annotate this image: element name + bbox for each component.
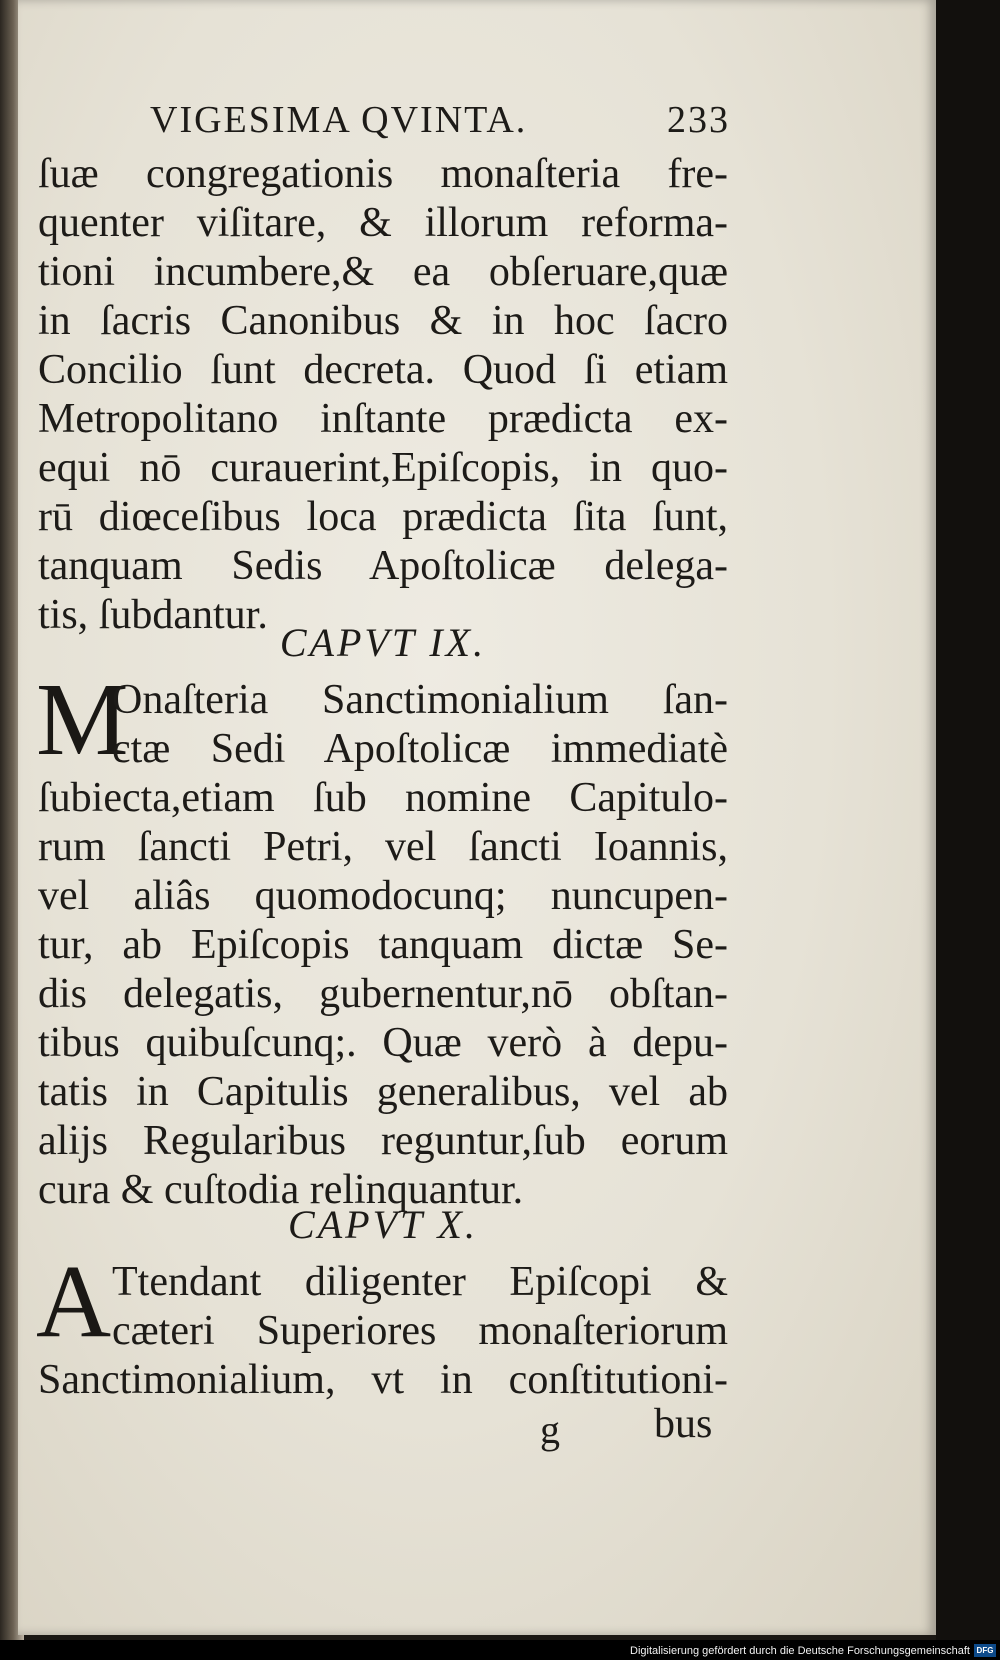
text-line: ctæ Sedi Apoſtolicæ immediatè: [112, 726, 728, 772]
text-line: cæteri Superiores monaſteriorum: [112, 1308, 728, 1354]
dfg-logo: DFG: [974, 1644, 996, 1657]
text-line: Metropolitano inſtante prædicta ex-: [38, 396, 728, 442]
text-line: dis delegatis, gubernentur,nō obſtan-: [38, 971, 728, 1017]
running-head-title: VIGESIMA QVINTA.: [150, 99, 528, 141]
text-line: in ſacris Canonibus & in hoc ſacro: [38, 298, 728, 344]
chapter-heading-ix: CAPVT IX.: [279, 620, 487, 665]
footer-bar: [0, 1640, 1000, 1660]
signature-mark: g: [540, 1407, 560, 1452]
text-line: ſubiecta,etiam ſub nomine Capitulo-: [38, 775, 728, 821]
drop-cap-a: A: [36, 1244, 112, 1359]
catchword: bus: [654, 1401, 713, 1447]
text-line: tis, ſubdantur.: [38, 592, 268, 638]
text-line: rū diœceſibus loca prædicta ſita ſunt,: [38, 494, 728, 540]
text-line: tur, ab Epiſcopis tanquam dictæ Se-: [38, 922, 728, 968]
text-line: tanquam Sedis Apoſtolicæ delega-: [38, 543, 728, 589]
page-number: 233: [667, 99, 730, 141]
chapter-ix-text: [38, 676, 728, 1215]
text-line: tioni incumbere,& ea obſeruare,quæ: [38, 249, 728, 295]
text-line: ſuæ congregationis monaſteria fre-: [38, 151, 728, 197]
paragraph-continuation: [38, 150, 728, 640]
text-line: vel aliâs quomodocunq; nuncupen-: [38, 873, 728, 919]
text-line: Concilio ſunt decreta. Quod ſi etiam: [38, 347, 728, 393]
text-line: equi nō curauerint,Epiſcopis, in quo-: [38, 445, 728, 491]
chapter-x-text: [38, 1258, 728, 1405]
digitization-credit: Digitalisierung gefördert durch die Deutsche Forschungsgemeinschaft: [630, 1645, 970, 1657]
page-edge-shadow: [936, 0, 1000, 1640]
drop-cap-m: M: [36, 662, 129, 777]
text-line: tibus quibuſcunq;. Quæ verò à depu-: [38, 1020, 728, 1066]
running-header: [150, 98, 730, 142]
text-line: Sanctimonialium, vt in conſtitutioni-: [38, 1357, 728, 1403]
chapter-heading-x: CAPVT X.: [288, 1202, 478, 1247]
text-line: Onaſteria Sanctimonialium ſan-: [112, 677, 728, 723]
text-line: alijs Regularibus reguntur,ſub eorum: [38, 1118, 728, 1164]
text-line: quenter viſitare, & illorum reforma-: [38, 200, 728, 246]
text-line: tatis in Capitulis generalibus, vel ab: [38, 1069, 728, 1115]
text-line: Ttendant diligenter Epiſcopi &: [112, 1259, 728, 1305]
text-line: rum ſancti Petri, vel ſancti Ioannis,: [38, 824, 728, 870]
text-line: cura & cuſtodia relinquantur.: [38, 1167, 524, 1213]
